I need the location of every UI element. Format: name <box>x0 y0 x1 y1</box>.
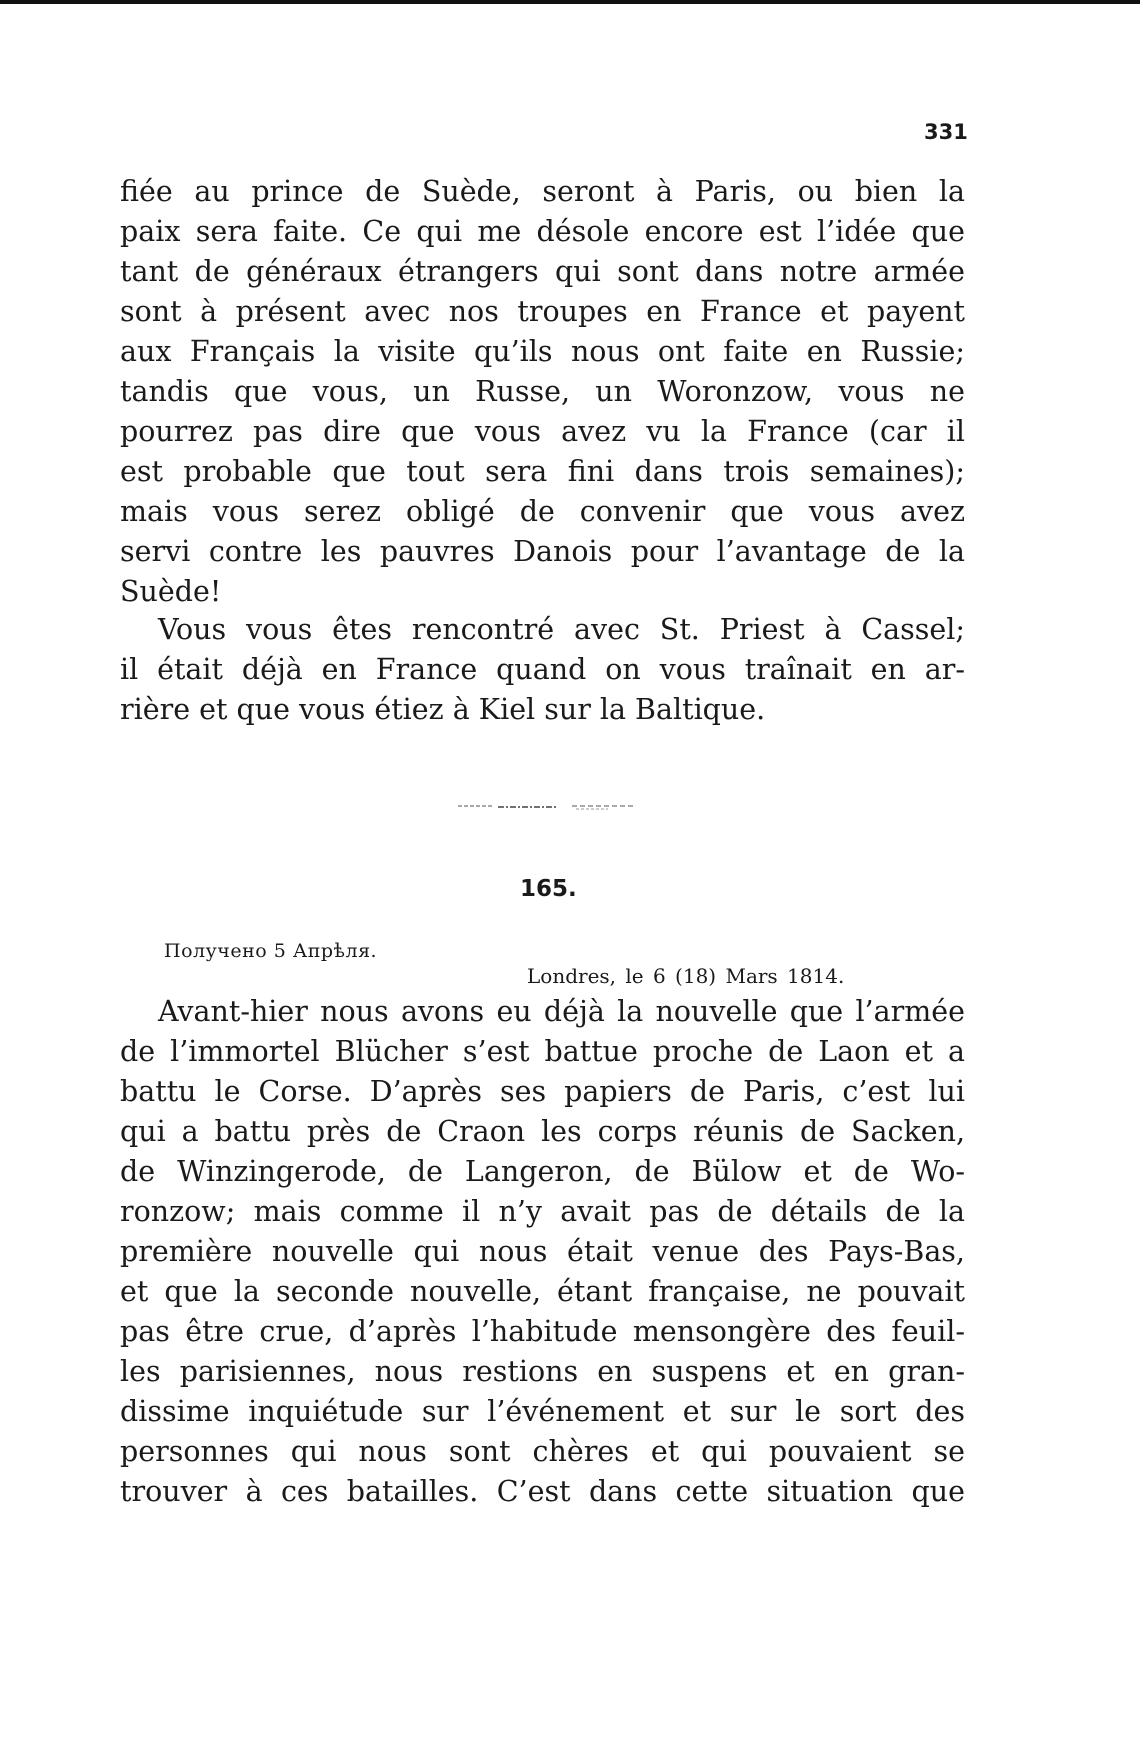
text-line: pourrez pas dire que vous avez vu la France (car il <box>120 415 965 448</box>
text-line: servi contre les pauvres Danois pour l’avantage de la <box>120 535 965 568</box>
text-line: pas être crue, d’après l’habitude mensongère des feuil- <box>120 1315 965 1348</box>
text-line: Suède! <box>120 575 222 608</box>
section-divider-ornament <box>458 804 634 810</box>
paragraph-continuation <box>120 172 965 612</box>
text-line: sont à présent avec nos troupes en France et payent <box>120 295 965 328</box>
page-top-rule <box>0 0 1140 4</box>
letter-number: 165. <box>520 876 577 902</box>
text-line: Vous vous êtes rencontré avec St. Priest à Cassel; <box>158 613 965 646</box>
text-line: les parisiennes, nous restions en suspens et en gran- <box>120 1355 965 1388</box>
text-line: il était déjà en France quand on vous traînait en ar- <box>120 653 965 686</box>
text-line: tant de généraux étrangers qui sont dans notre armée <box>120 255 965 288</box>
text-line: mais vous serez obligé de convenir que vous avez <box>120 495 965 528</box>
text-line: qui a battu près de Craon les corps réunis de Sacken, <box>120 1115 965 1148</box>
paragraph-cassel <box>120 610 965 730</box>
text-line: de l’immortel Blücher s’est battue proche de Laon et a <box>120 1035 965 1068</box>
page-number: 331 <box>924 120 968 144</box>
text-line: de Winzingerode, de Langeron, de Bülow et de Wo- <box>120 1155 965 1188</box>
text-line: tandis que vous, un Russe, un Woronzow, vous ne <box>120 375 965 408</box>
text-line: aux Français la visite qu’ils nous ont faite en Russie; <box>120 335 965 368</box>
text-line: trouver à ces batailles. C’est dans cette situation que <box>120 1475 965 1508</box>
text-line: Avant-hier nous avons eu déjà la nouvelle que l’armée <box>158 995 965 1028</box>
letter-dateline: Londres, le 6 (18) Mars 1814. <box>527 964 845 988</box>
text-line: personnes qui nous sont chères et qui pouvaient se <box>120 1435 965 1468</box>
text-line: fiée au prince de Suède, seront à Paris, ou bien la <box>120 175 965 208</box>
text-line: est probable que tout sera fini dans trois semaines); <box>120 455 965 488</box>
letter-body <box>120 992 965 1512</box>
received-note: Получено 5 Апрѣля. <box>164 940 378 962</box>
text-line: rière et que vous étiez à Kiel sur la Baltique. <box>120 693 766 726</box>
text-line: première nouvelle qui nous était venue des Pays-Bas, <box>120 1235 965 1268</box>
text-line: dissime inquiétude sur l’événement et sur le sort des <box>120 1395 965 1428</box>
text-line: et que la seconde nouvelle, étant française, ne pouvait <box>120 1275 965 1308</box>
text-line: battu le Corse. D’après ses papiers de Paris, c’est lui <box>120 1075 965 1108</box>
text-line: ronzow; mais comme il n’y avait pas de détails de la <box>120 1195 965 1228</box>
text-line: paix sera faite. Ce qui me désole encore est l’idée que <box>120 215 965 248</box>
